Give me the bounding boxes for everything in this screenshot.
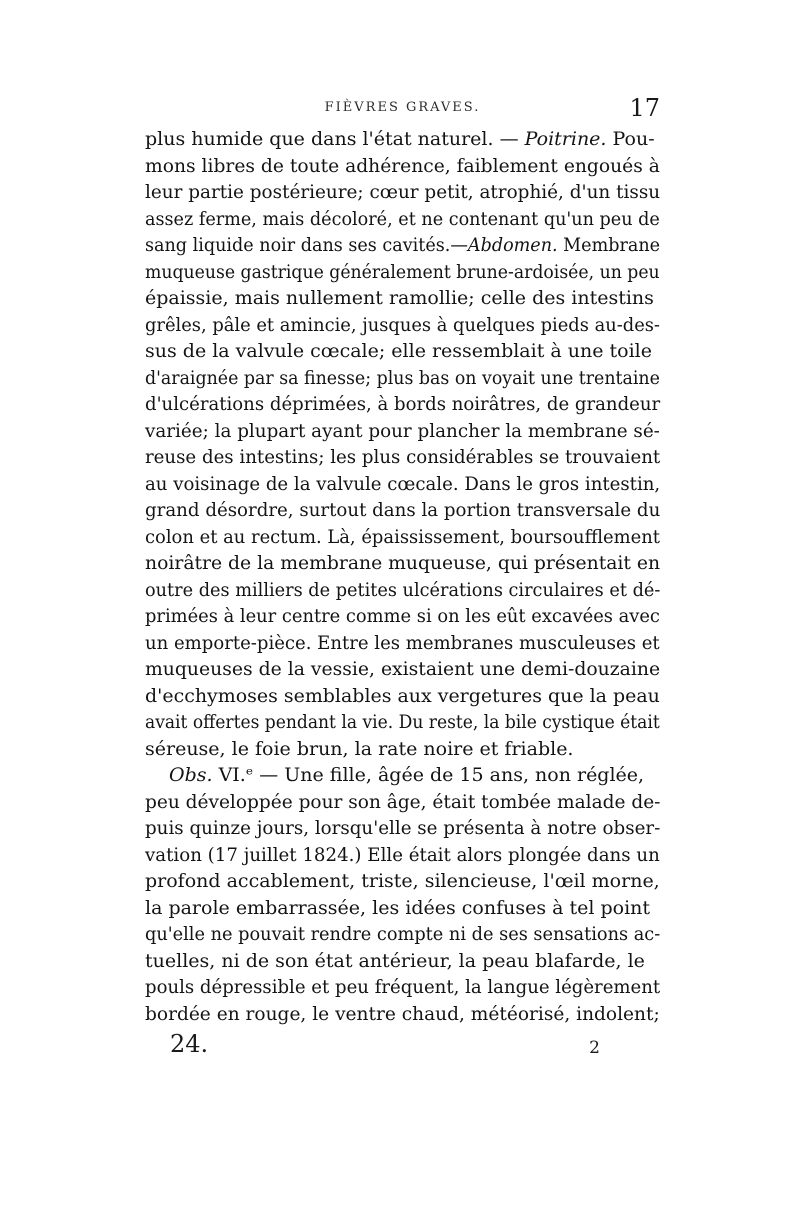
text-line: assez ferme, mais décoloré, et ne contenant qu'un peu de — [145, 207, 660, 230]
text-line: muqueuse gastrique généralement brune-ardoisée, un peu — [145, 260, 660, 283]
body-text — [145, 126, 660, 1027]
signature-mark: 24. — [170, 1030, 209, 1058]
text-line: puis quinze jours, lorsqu'elle se présenta à notre obser- — [145, 817, 661, 839]
observation-label: Obs. — [169, 764, 213, 786]
section-label-poitrine: Poitrine. — [524, 128, 607, 150]
text-line: grêles, pâle et amincie, jusques à quelques pieds au-des- — [145, 313, 660, 336]
text-line: muqueuses de la vessie, existaient une demi-douzaine — [145, 658, 661, 680]
text-line: peu développée pour son âge, était tombée malade de- — [145, 790, 661, 813]
sheet-number: 2 — [589, 1038, 600, 1058]
text-line: outre des milliers de petites ulcérations circulaires et dé- — [145, 578, 661, 601]
text-line: leur partie postérieure; cœur petit, atrophié, d'un tissu — [145, 181, 661, 203]
text-line: bordée en rouge, le ventre chaud, météorisé, indolent; — [145, 1002, 660, 1025]
text-line: noirâtre de la membrane muqueuse, qui présentait en — [145, 552, 661, 574]
text-line: colon et au rectum. Là, épaississement, boursoufflement — [145, 525, 660, 548]
page-footer — [170, 1030, 600, 1064]
paragraph — [145, 762, 660, 1027]
text-line: séreuse, le foie brun, la rate noire et friable. — [145, 737, 574, 760]
text-line: d'araignée par sa finesse; plus bas on voyait une trentaine — [145, 366, 660, 389]
text-line: mons libres de toute adhérence, faiblement engoués à — [145, 154, 660, 177]
text-line: qu'elle ne pouvait rendre compte ni de ses sensations ac- — [145, 923, 661, 945]
text-line: pouls dépressible et peu fréquent, la langue légèrement — [145, 976, 661, 998]
text-line: tuelles, ni de son état antérieur, la peau blafarde, le — [145, 949, 645, 972]
text-line: variée; la plupart ayant pour plancher la membrane sé- — [145, 419, 660, 442]
text-line: sus de la valvule cœcale; elle ressemblait à une toile — [145, 340, 652, 362]
text-line: vation (17 juillet 1824.) Elle était alors plongée dans un — [145, 843, 660, 866]
text-line: plus humide que dans l'état naturel. — Poitrine. Pou- — [145, 128, 655, 150]
text-line: d'ulcérations déprimées, à bords noirâtres, de grandeur — [145, 393, 661, 415]
text-line: profond accablement, triste, silencieuse, l'œil morne, — [145, 870, 660, 892]
section-label-abdomen: Abdomen. — [467, 234, 558, 256]
text-line: avait offertes pendant la vie. Du reste, la bile cystique était — [145, 711, 660, 733]
text-line: reuse des intestins; les plus considérables se trouvaient — [145, 446, 661, 468]
text-line: la parole embarrassée, les idées confuses à tel point — [145, 896, 651, 919]
text-line: d'ecchymoses semblables aux vergetures que la peau — [145, 684, 660, 707]
page-number: 17 — [629, 94, 660, 122]
text-line: au voisinage de la valvule cœcale. Dans le gros intestin, — [145, 472, 661, 495]
paragraph — [145, 126, 660, 762]
text-line: un emporte-pièce. Entre les membranes musculeuses et — [145, 631, 660, 654]
text-line: sang liquide noir dans ses cavités.—Abdomen. Membrane — [145, 234, 661, 256]
text-line: primées à leur centre comme si on les eût excavées avec — [145, 605, 660, 627]
text-line: grand désordre, surtout dans la portion transversale du — [145, 499, 661, 521]
text-line: épaissie, mais nullement ramollie; celle des intestins — [145, 287, 654, 309]
page-header — [145, 96, 660, 126]
text-line: Obs. VI.ᵉ — Une fille, âgée de 15 ans, non réglée, — [169, 764, 645, 786]
running-head: FIÈVRES GRAVES. — [324, 100, 481, 115]
